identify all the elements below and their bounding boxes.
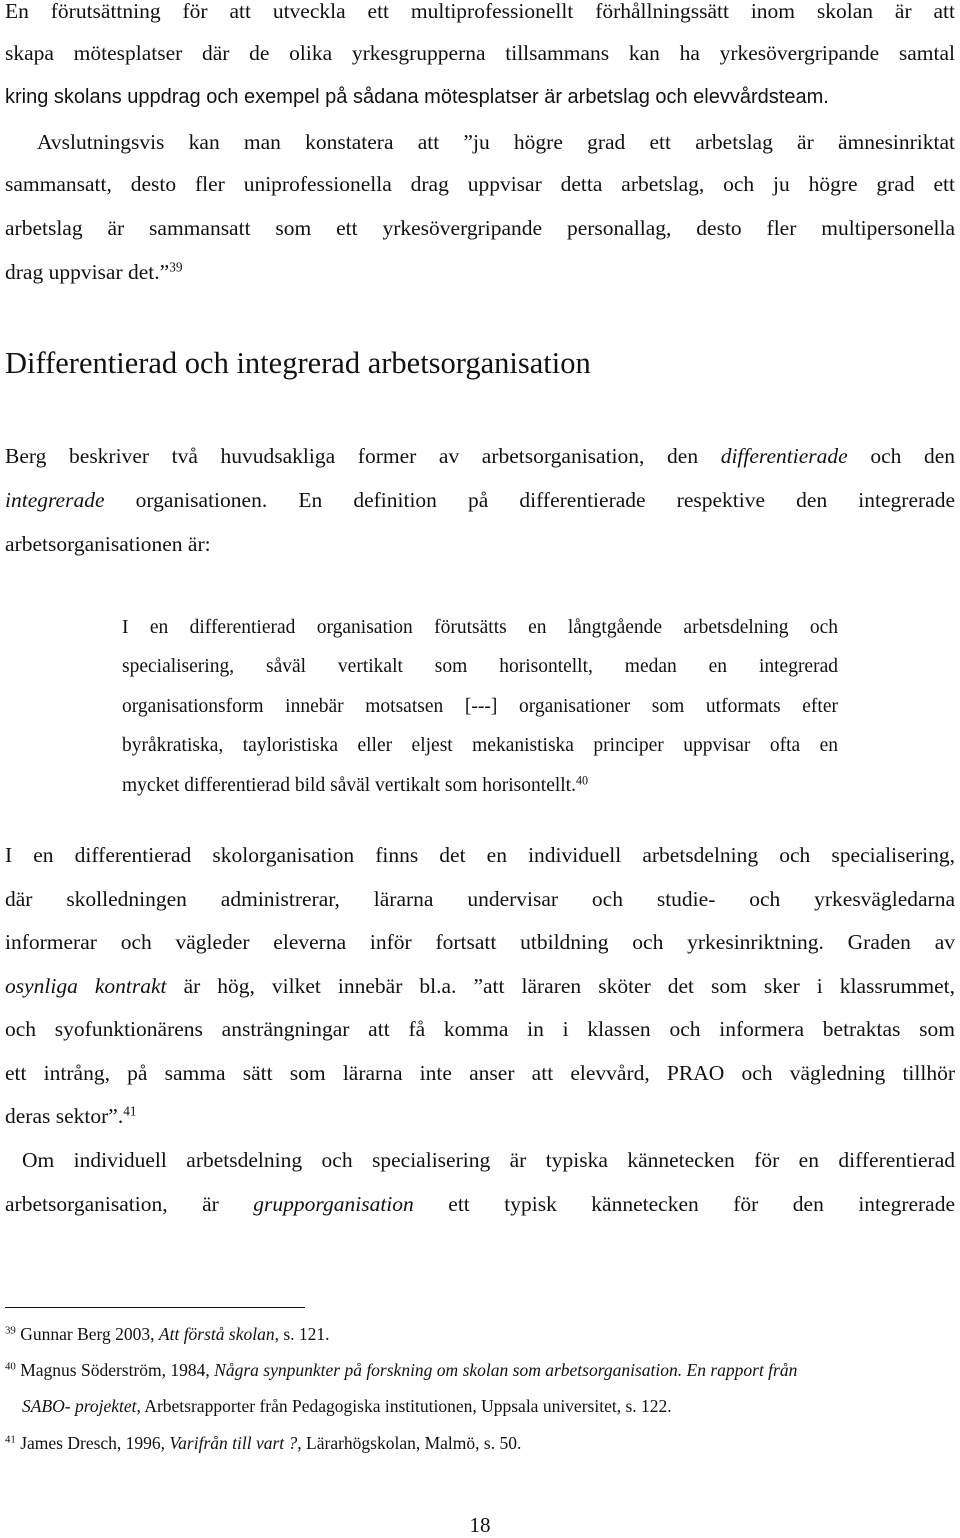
footnote-ref-39[interactable]: 39	[169, 259, 183, 275]
emphasis-text: osynliga kontrakt	[5, 974, 167, 998]
paragraph-line: informerar och vägleder eleverna inför fortsatt utbildning och yrkesinriktning. Graden av	[5, 930, 955, 954]
quote-text: mycket differentierad bild såväl vertikalt som horisontellt.	[122, 775, 576, 796]
footnote-ref-40[interactable]: 40	[575, 773, 589, 788]
paragraph-line: och syofunktionärens ansträngningar att få komma in i klassen och informera betraktas som	[5, 1017, 955, 1041]
paragraph-line	[5, 971, 955, 1001]
footnote-text: , Arbetsrapporter från Pedagogiska institutionen, Uppsala universitet, s. 122.	[136, 1396, 672, 1416]
footnote-39	[5, 1322, 955, 1346]
quote-line: byråkratiska, tayloristiska eller eljest mekanistiska principer uppvisar ofta en	[122, 735, 838, 756]
paragraph-text: deras sektor”.	[5, 1104, 124, 1128]
paragraph-text: drag uppvisar det.”	[5, 260, 170, 284]
paragraph-line	[5, 1101, 955, 1131]
page-number: 18	[469, 1513, 491, 1537]
footnote-title: Några synpunkter på forskning om skolan som arbetsorganisation. En rapport från	[214, 1360, 798, 1380]
footnote-ref-41[interactable]: 41	[123, 1103, 137, 1119]
paragraph-text: och den	[870, 444, 956, 468]
paragraph-text: organisationen. En definition på differentierade respektive den integrerade	[135, 488, 955, 512]
paragraph-line: I en differentierad skolorganisation finns det en individuell arbetsdelning och specialisering,	[5, 843, 955, 867]
quote-line: specialisering, såväl vertikalt som horisontellt, medan en integrerad	[122, 656, 838, 677]
quote-line: organisationsform innebär motsatsen [---] organisationer som utformats efter	[122, 696, 838, 717]
paragraph-line: En förutsättning för att utveckla ett multiprofessionellt förhållningssätt inom skolan är att	[5, 0, 955, 23]
paragraph-line: ett intrång, på samma sätt som lärarna inte anser att elevvård, PRAO och vägledning tillhör	[5, 1061, 955, 1085]
section-heading: Differentierad och integrerad arbetsorganisation	[5, 346, 591, 380]
footnote-text: James Dresch, 1996,	[20, 1433, 166, 1453]
paragraph-line	[5, 1189, 955, 1219]
paragraph-line	[5, 441, 955, 471]
footnote-41	[5, 1431, 955, 1455]
emphasis-text: grupporganisation	[253, 1192, 414, 1216]
paragraph-line: där skolledningen administrerar, lärarna undervisar och studie- och yrkesvägledarna	[5, 887, 955, 911]
paragraph-line: kring skolans uppdrag och exempel på sådana mötesplatser är arbetslag och elevvårdsteam.	[5, 86, 829, 108]
footnote-text: Magnus Söderström, 1984,	[20, 1360, 210, 1380]
paragraph-line: Avslutningsvis kan man konstatera att ”ju högre grad ett arbetslag är ämnesinriktat	[37, 130, 955, 154]
footnote-text: , s. 121.	[274, 1324, 330, 1344]
footnote-text: , Lärarhögskolan, Malmö, s. 50.	[297, 1433, 522, 1453]
paragraph-line: arbetsorganisationen är:	[5, 532, 211, 556]
emphasis-text: integrerade	[5, 488, 105, 512]
paragraph-line: arbetslag är sammansatt som ett yrkesövergripande personallag, desto fler multipersonella	[5, 216, 955, 240]
footnote-title: Att förstå skolan	[158, 1324, 275, 1344]
footnote-text: Gunnar Berg 2003,	[20, 1324, 155, 1344]
paragraph-line	[5, 257, 955, 287]
footnote-40-continued	[22, 1394, 960, 1418]
paragraph-line: sammansatt, desto fler uniprofessionella drag uppvisar detta arbetslag, och ju högre grad ett	[5, 172, 955, 196]
footnote-number: 39	[5, 1324, 16, 1337]
footnote-title: SABO- projektet	[22, 1396, 137, 1416]
paragraph-text: är hög, vilket innebär bl.a. ”att läraren sköter det som sker i klassrummet,	[183, 974, 955, 998]
quote-line	[122, 772, 838, 800]
paragraph-line: skapa mötesplatser där de olika yrkesgrupperna tillsammans kan ha yrkesövergripande samtal	[5, 41, 955, 65]
footnote-number: 41	[5, 1433, 16, 1446]
footnote-number: 40	[5, 1360, 16, 1373]
paragraph-text: arbetsorganisation, är	[5, 1192, 219, 1216]
emphasis-text: differentierade	[720, 444, 848, 468]
footnote-title: Varifrån till vart ?	[169, 1433, 298, 1453]
paragraph-text: Berg beskriver två huvudsakliga former av arbetsorganisation, den	[5, 444, 699, 468]
footnote-40	[5, 1358, 955, 1382]
paragraph-line	[5, 485, 955, 515]
footnote-divider	[5, 1307, 305, 1308]
paragraph-line: Om individuell arbetsdelning och specialisering är typiska kännetecken för en differentierad	[22, 1148, 955, 1172]
quote-line: I en differentierad organisation förutsätts en långtgående arbetsdelning och	[122, 617, 838, 638]
paragraph-text: ett typisk kännetecken för den integrerade	[448, 1192, 956, 1216]
